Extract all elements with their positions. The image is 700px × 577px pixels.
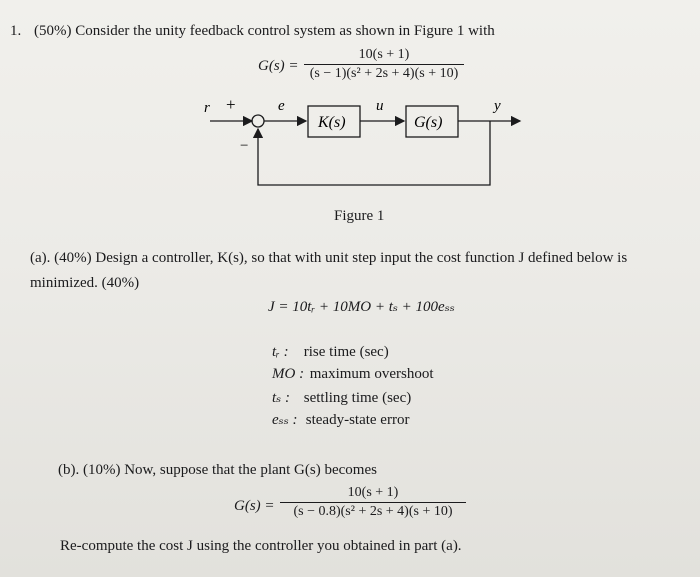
definition-item: [272, 366, 434, 388]
label-r: r: [204, 100, 210, 116]
k-block-label: K(s): [318, 114, 346, 131]
definition-item: [272, 410, 434, 432]
label-u: u: [376, 98, 384, 114]
g1-numerator: 10(s + 1): [358, 47, 410, 62]
g2-fraction: [280, 485, 466, 520]
definition-text: maximum overshoot: [309, 366, 434, 382]
g2-fraction-bar: [280, 502, 466, 503]
label-y: y: [494, 98, 501, 114]
definition-item: [272, 344, 434, 366]
figure-caption: Figure 1: [334, 208, 385, 224]
part-b-line2: Re-compute the cost J using the controller you obtained in part (a).: [60, 538, 462, 554]
definition-text: settling time (sec): [303, 390, 412, 406]
g1-fraction: [304, 47, 464, 82]
part-a-line2: minimized. (40%): [30, 275, 140, 291]
cost-function: J = 10tᵣ + 10MO + tₛ + 100eₛₛ: [268, 299, 455, 315]
label-minus: −: [240, 138, 249, 154]
g2-numerator: 10(s + 1): [347, 485, 399, 500]
part-a-line1: (a). (40%) Design a controller, K(s), so that with unit step input the cost function J defined below is: [30, 250, 628, 266]
definitions-list: [272, 344, 434, 432]
question-intro: (50%) Consider the unity feedback control system as shown in Figure 1 with: [34, 23, 495, 39]
g1-fraction-bar: [304, 64, 464, 65]
summing-junction: [252, 115, 264, 127]
block-diagram: [190, 92, 530, 192]
feedback-path: [258, 121, 490, 185]
definition-symbol: tₛ :: [272, 390, 290, 406]
g2-denominator: (s − 0.8)(s² + 2s + 4)(s + 10): [293, 504, 453, 519]
definition-symbol: MO :: [272, 366, 305, 382]
definition-text: rise time (sec): [303, 344, 389, 360]
question-number: 1.: [10, 23, 22, 39]
g1-denominator: (s − 1)(s² + 2s + 4)(s + 10): [309, 66, 459, 81]
part-b-line1: (b). (10%) Now, suppose that the plant G(s) becomes: [58, 462, 377, 478]
definition-text: steady-state error: [305, 412, 410, 428]
label-plus: +: [226, 95, 236, 114]
definition-symbol: eₛₛ :: [272, 412, 298, 428]
definition-item: [272, 388, 434, 410]
definition-symbol: tᵣ :: [272, 344, 289, 360]
g2-lhs: G(s) =: [234, 498, 275, 514]
label-e: e: [278, 98, 285, 114]
g1-lhs: G(s) =: [258, 58, 299, 74]
g-block-label: G(s): [414, 114, 443, 131]
